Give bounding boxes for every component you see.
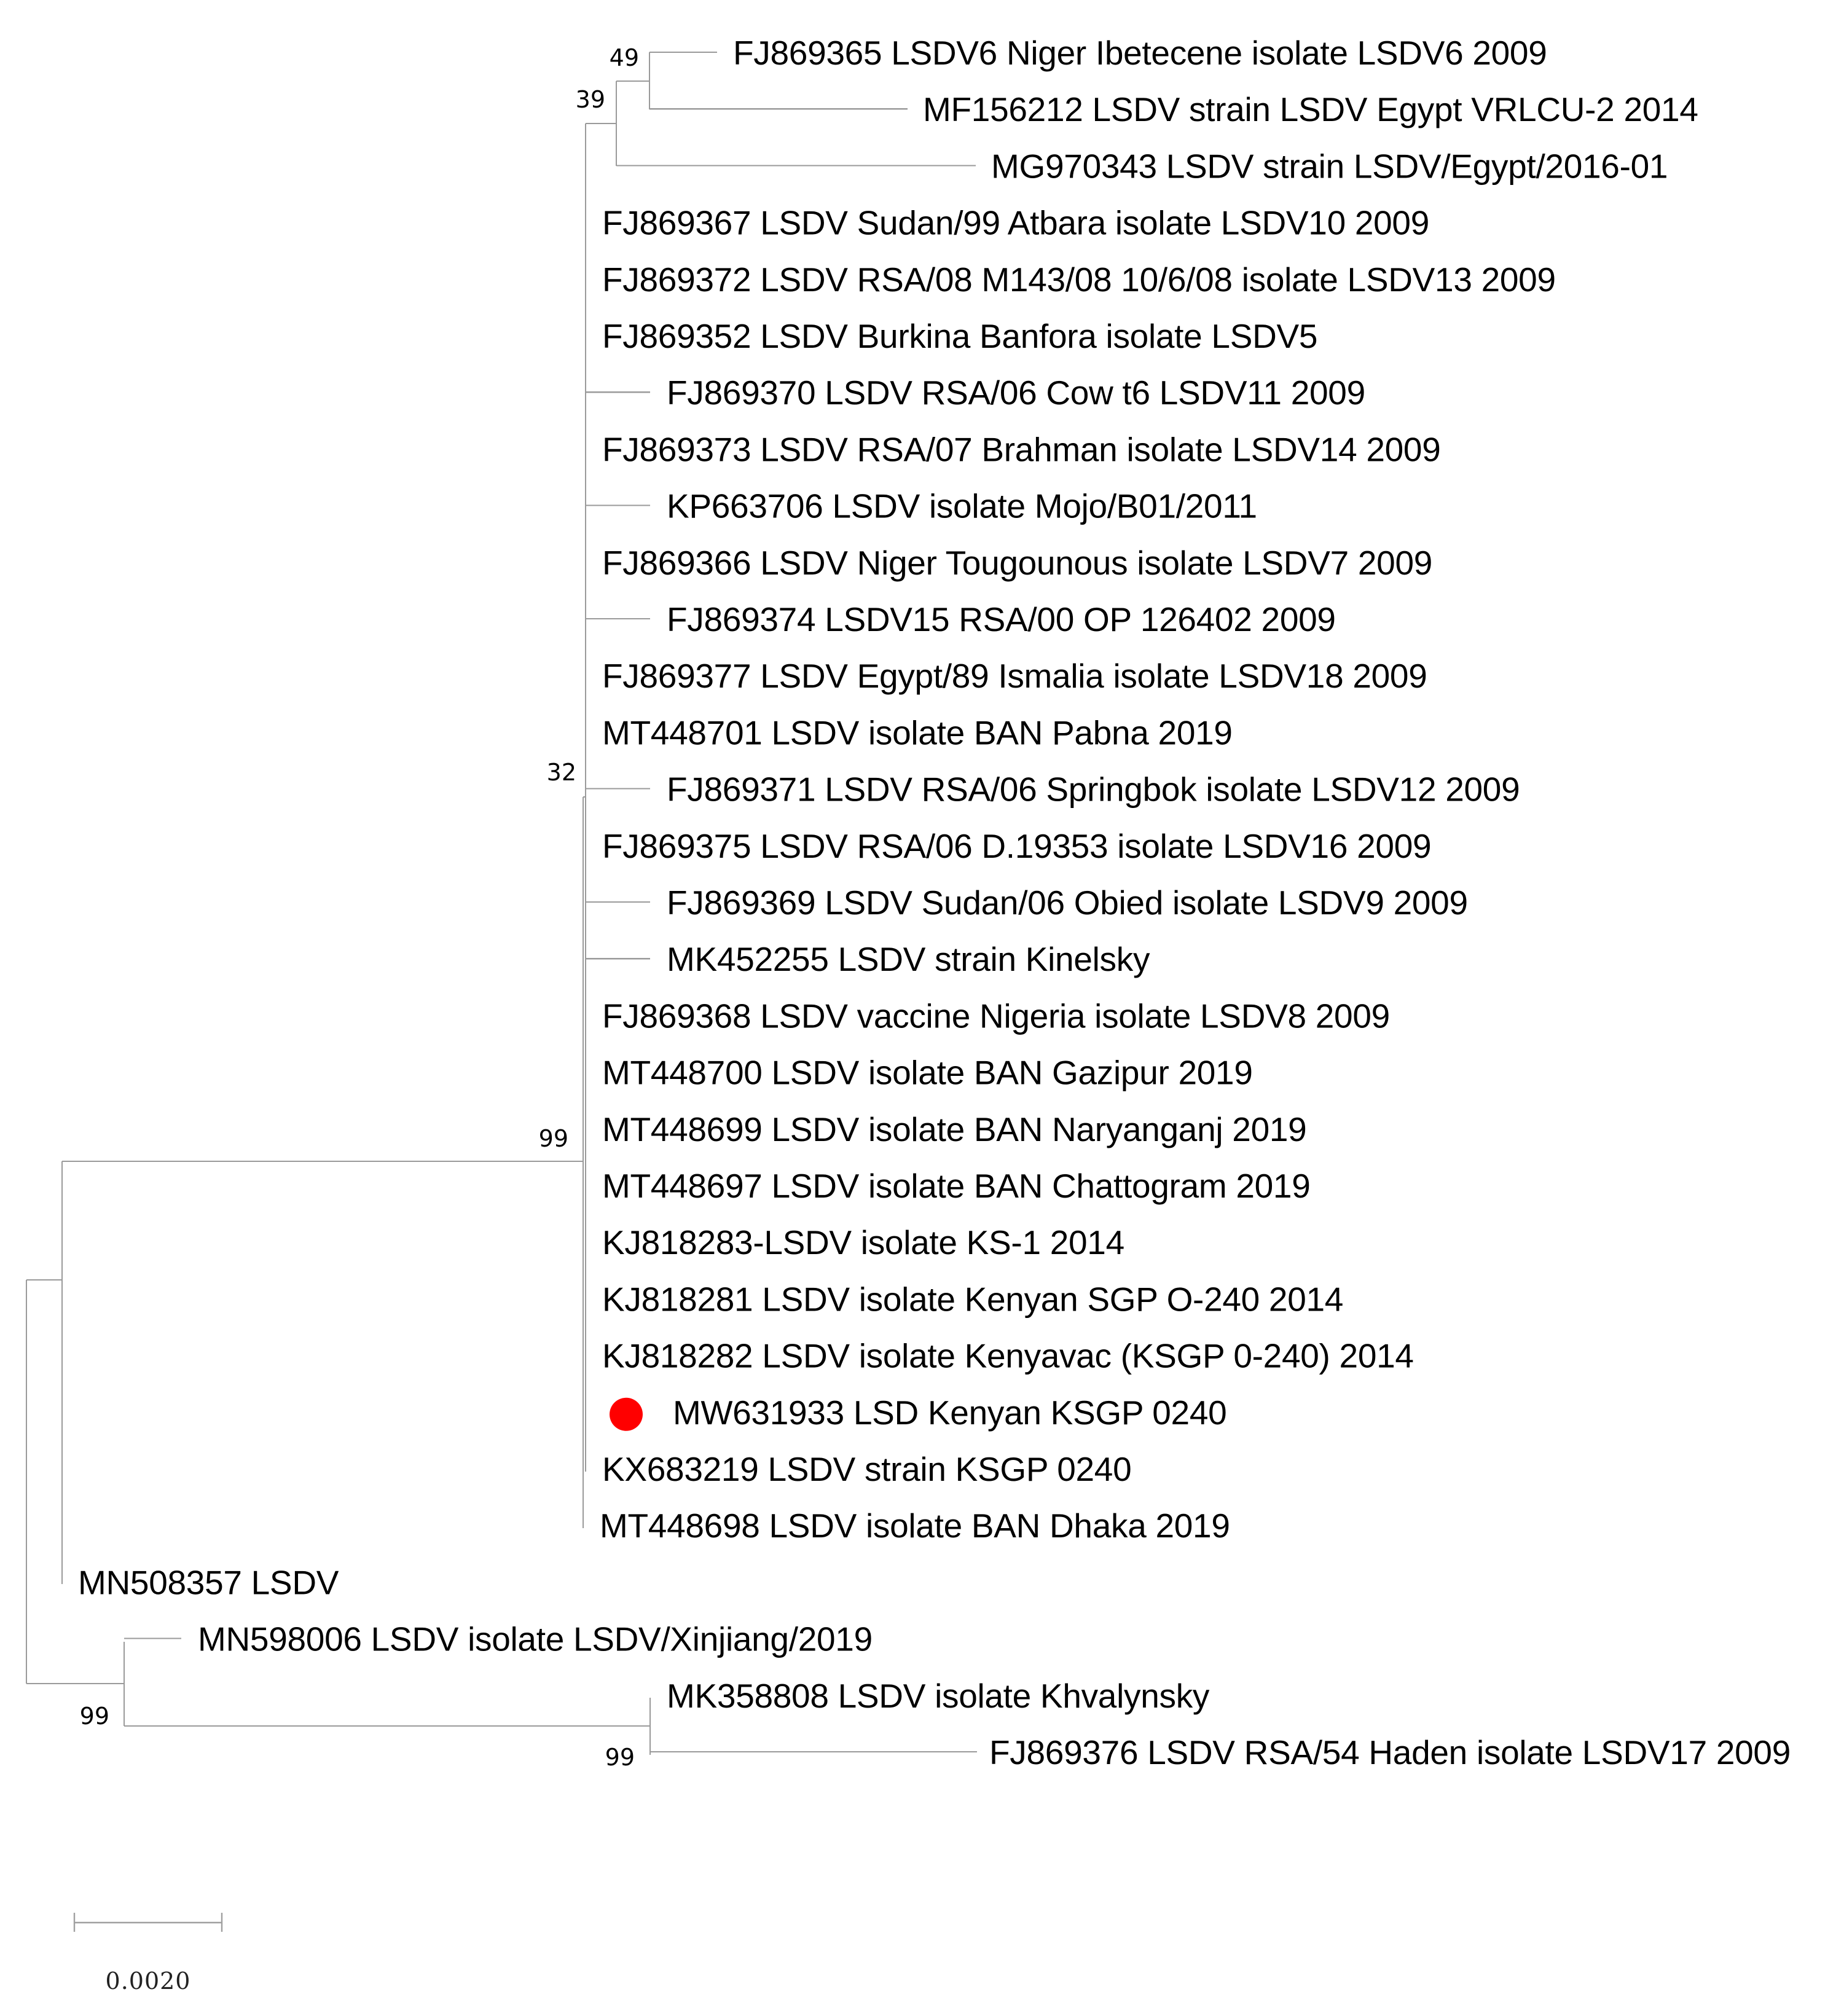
bootstrap-value: 99 <box>79 1703 109 1730</box>
taxon-label: MT448699 LSDV isolate BAN Naryanganj 2019 <box>602 1110 1307 1148</box>
taxon-label: FJ869372 LSDV RSA/08 M143/08 10/6/08 isolate LSDV13 2009 <box>602 260 1556 299</box>
taxon-label: FJ869371 LSDV RSA/06 Springbok isolate LSDV12 2009 <box>667 770 1520 809</box>
bootstrap-value: 39 <box>575 86 605 113</box>
taxon-label: MF156212 LSDV strain LSDV Egypt VRLCU-2 2014 <box>923 90 1698 129</box>
taxon-label: FJ869377 LSDV Egypt/89 Ismalia isolate LSDV18 2009 <box>602 657 1427 696</box>
taxon-label: FJ869375 LSDV RSA/06 D.19353 isolate LSDV16 2009 <box>602 826 1432 865</box>
taxon-label: MN598006 LSDV isolate LSDV/Xinjiang/2019 <box>198 1620 873 1658</box>
taxon-label: FJ869365 LSDV6 Niger Ibetecene isolate LSDV6 2009 <box>733 34 1547 72</box>
scale-bar-label: 0.0020 <box>105 1967 191 1994</box>
taxon-label: MK452255 LSDV strain Kinelsky <box>667 940 1150 979</box>
taxon-label: MT448698 LSDV isolate BAN Dhaka 2019 <box>600 1507 1230 1545</box>
taxon-label: MW631933 LSD Kenyan KSGP 0240 <box>673 1393 1227 1432</box>
taxon-label: KX683219 LSDV strain KSGP 0240 <box>602 1450 1132 1488</box>
taxon-label: FJ869373 LSDV RSA/07 Brahman isolate LSDV14 2009 <box>602 430 1441 469</box>
taxon-label: FJ869367 LSDV Sudan/99 Atbara isolate LSDV10 2009 <box>602 203 1429 242</box>
bootstrap-support-values <box>80 44 639 1771</box>
bootstrap-value: 99 <box>605 1744 635 1771</box>
taxon-label: MK358808 LSDV isolate Khvalynsky <box>667 1676 1210 1715</box>
internal-branches <box>26 52 650 1755</box>
taxon-label: KJ818281 LSDV isolate Kenyan SGP O-240 2014 <box>602 1280 1344 1319</box>
taxon-label: KJ818283-LSDV isolate KS-1 2014 <box>602 1223 1124 1262</box>
taxon-label: FJ869352 LSDV Burkina Banfora isolate LSDV5 <box>602 317 1318 355</box>
scale-bar <box>74 1913 222 1994</box>
taxon-label: FJ869369 LSDV Sudan/06 Obied isolate LSDV9 2009 <box>667 884 1468 922</box>
taxon-label: FJ869370 LSDV RSA/06 Cow t6 LSDV11 2009 <box>667 374 1365 412</box>
taxon-label: KJ818282 LSDV isolate Kenyavac (KSGP 0-240) 2014 <box>602 1336 1414 1375</box>
taxon-label: MT448701 LSDV isolate BAN Pabna 2019 <box>602 713 1233 752</box>
highlight-dot-icon <box>610 1398 643 1431</box>
bootstrap-value: 32 <box>546 759 576 786</box>
taxon-label: FJ869374 LSDV15 RSA/00 OP 126402 2009 <box>667 600 1336 638</box>
bootstrap-value: 49 <box>609 44 639 71</box>
taxon-labels <box>78 34 1791 1771</box>
taxon-label: MG970343 LSDV strain LSDV/Egypt/2016-01 <box>991 147 1668 186</box>
taxon-label: MT448697 LSDV isolate BAN Chattogram 2019 <box>602 1167 1311 1205</box>
taxon-label: FJ869376 LSDV RSA/54 Haden isolate LSDV17 2009 <box>989 1733 1791 1771</box>
taxon-label: MT448700 LSDV isolate BAN Gazipur 2019 <box>602 1053 1253 1092</box>
taxon-label: FJ869368 LSDV vaccine Nigeria isolate LSDV8 2009 <box>602 997 1390 1035</box>
taxon-label: KP663706 LSDV isolate Mojo/B01/2011 <box>667 487 1257 525</box>
bootstrap-value: 99 <box>538 1125 568 1152</box>
taxon-label: FJ869366 LSDV Niger Tougounous isolate LSDV7 2009 <box>602 543 1433 582</box>
taxon-label: MN508357 LSDV <box>78 1563 339 1602</box>
